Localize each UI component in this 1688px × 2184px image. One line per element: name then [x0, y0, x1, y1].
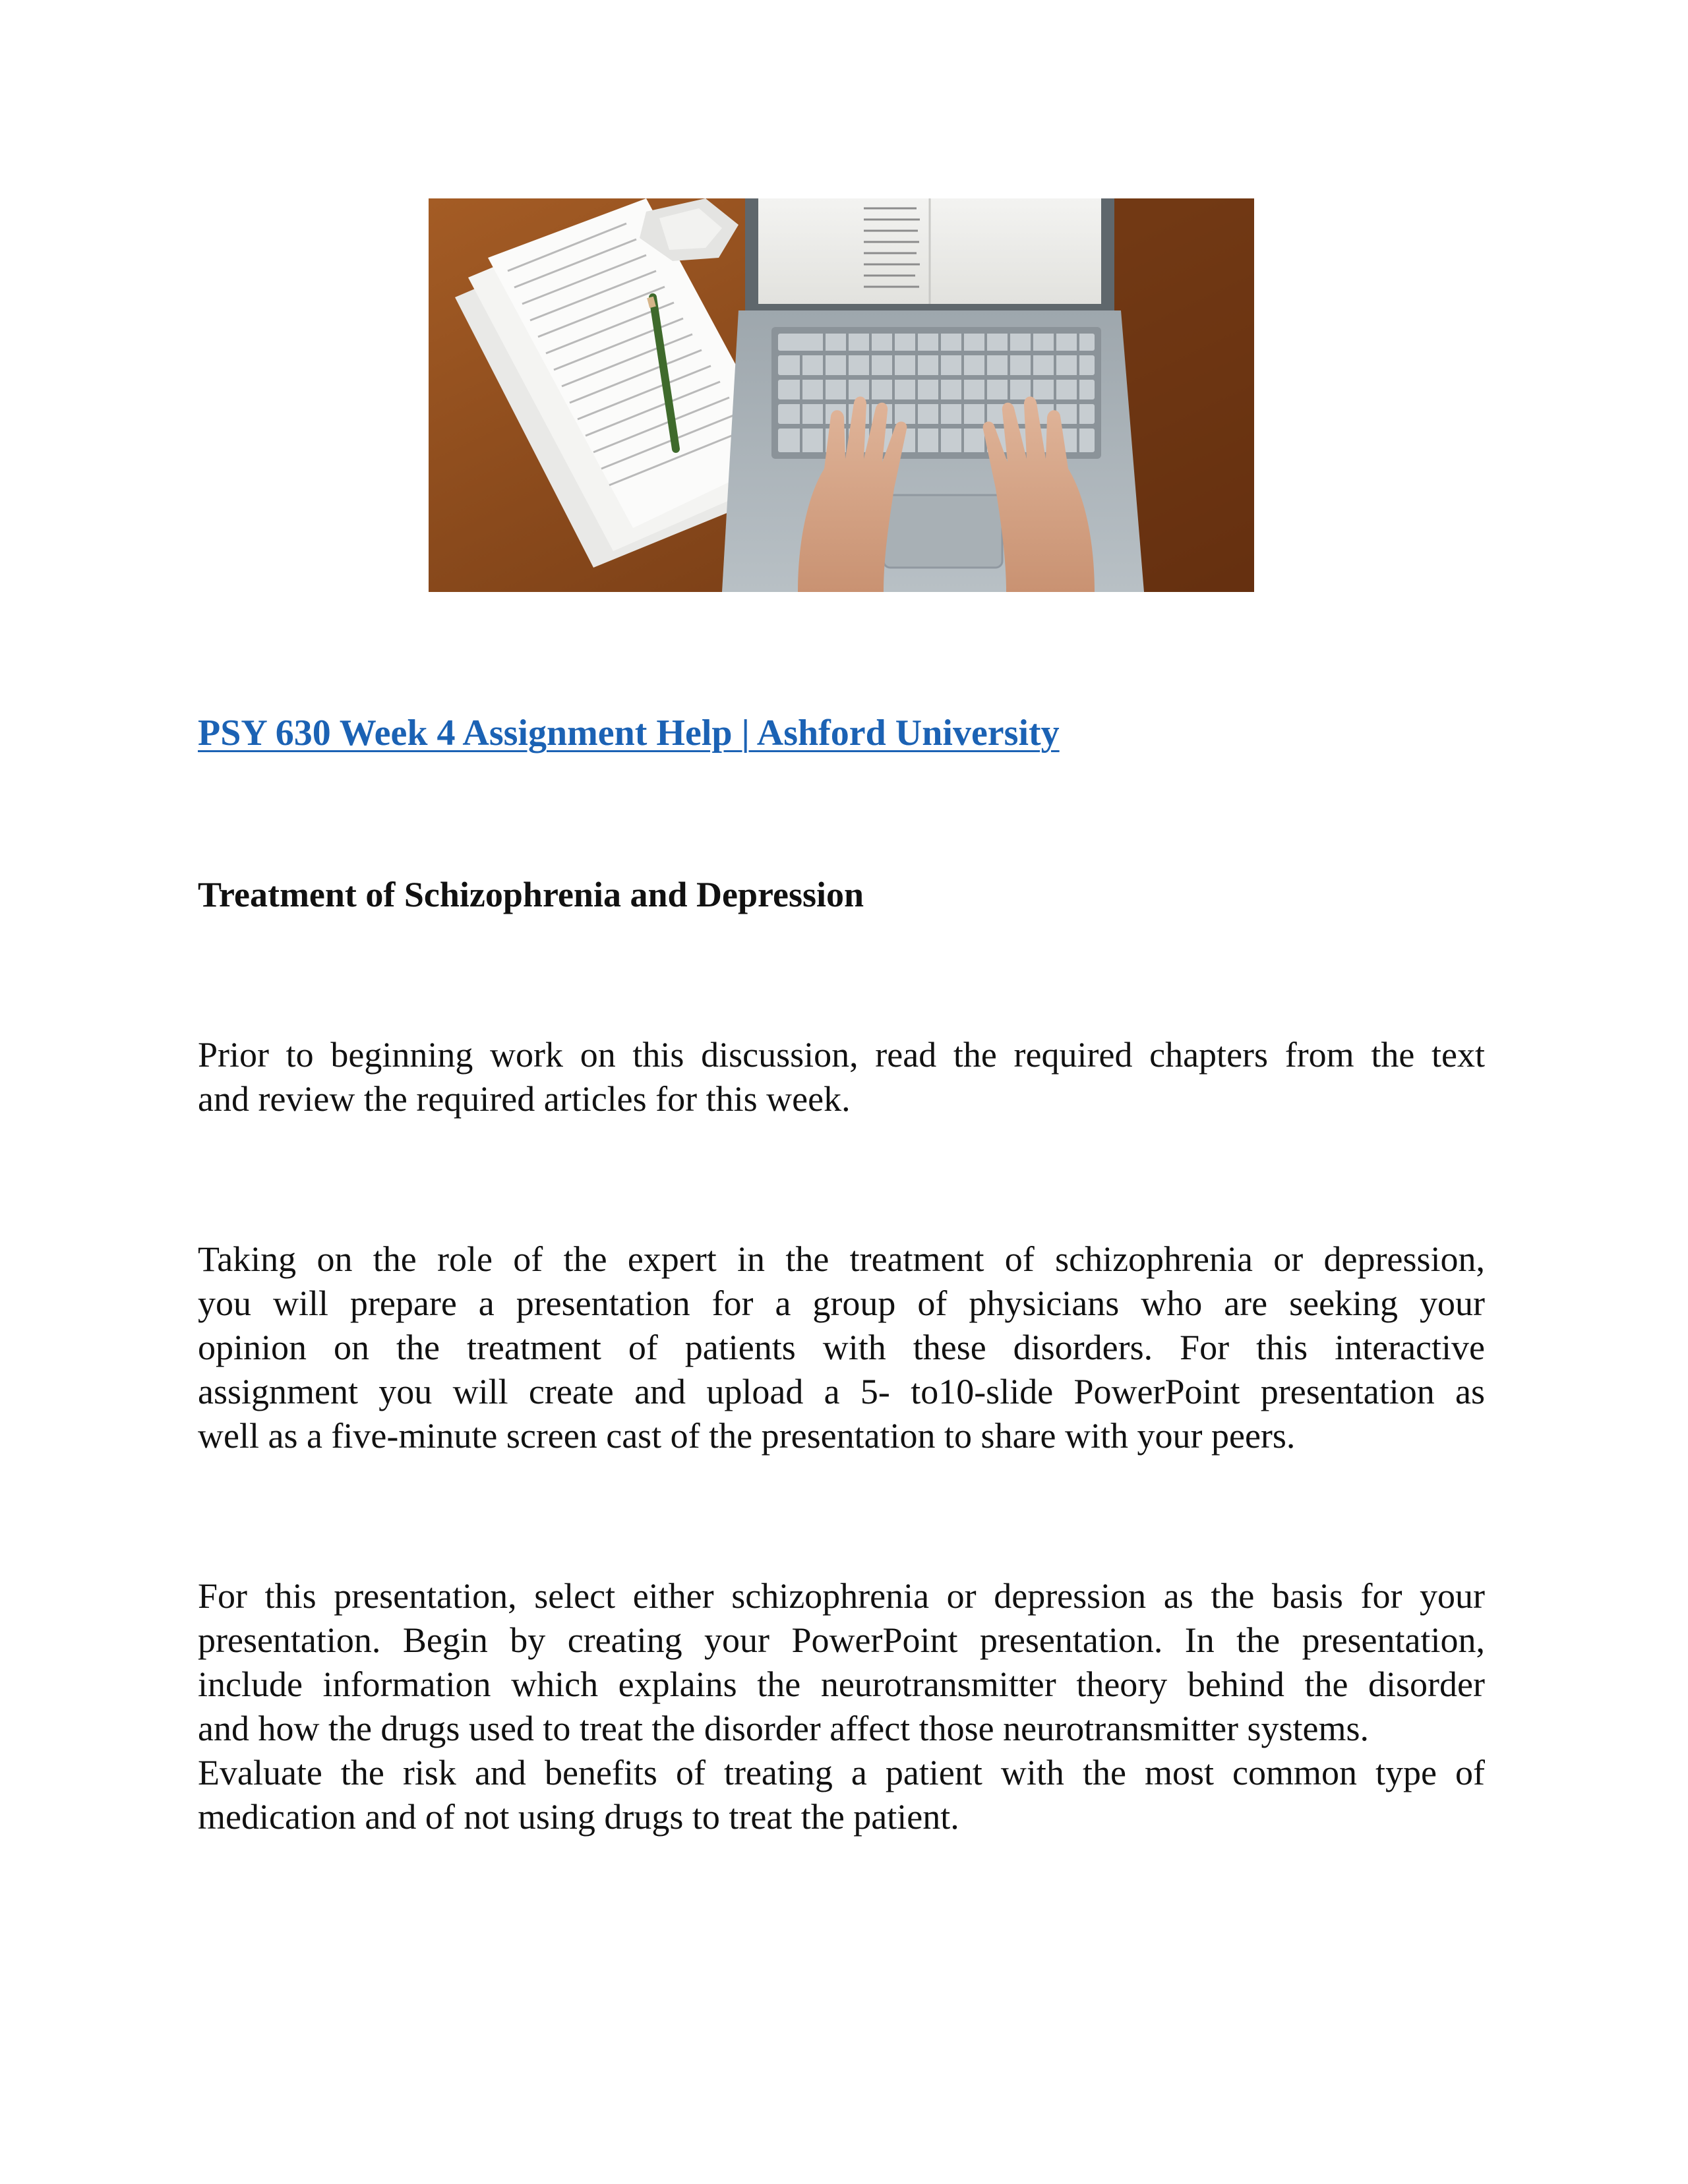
role-paragraph — [198, 1237, 1485, 1458]
laptop-typing-photo-icon — [429, 198, 1254, 592]
paragraph-line: and how the drugs used to treat the disorder affect those neurotransmitter systems. — [198, 1709, 1370, 1748]
paragraph-line: and review the required articles for this week. — [198, 1079, 851, 1119]
presentation-paragraph — [198, 1574, 1485, 1839]
paragraph-line: you will prepare a presentation for a group of physicians who are seeking your — [198, 1284, 1485, 1323]
paragraph-line: include information which explains the neurotransmitter theory behind the disorder — [198, 1665, 1485, 1704]
assignment-help-link[interactable]: PSY 630 Week 4 Assignment Help | Ashford University — [198, 713, 1060, 753]
paragraph-line: opinion on the treatment of patients with these disorders. For this interactive — [198, 1328, 1485, 1367]
paragraph-line: For this presentation, select either schizophrenia or depression as the basis for your — [198, 1576, 1485, 1616]
paragraph-line: Evaluate the risk and benefits of treating a patient with the most common type of — [198, 1753, 1485, 1792]
paragraph-line: Taking on the role of the expert in the treatment of schizophrenia or depression, — [198, 1239, 1485, 1279]
laptop-typing-photo — [429, 198, 1254, 592]
paragraph-line: presentation. Begin by creating your PowerPoint presentation. In the presentation, — [198, 1620, 1485, 1660]
paragraph-line: Prior to beginning work on this discussion, read the required chapters from the text — [198, 1035, 1485, 1075]
paragraph-line: assignment you will create and upload a 5- to10-slide PowerPoint presentation as — [198, 1372, 1485, 1411]
paragraph-line: well as a five-minute screen cast of the presentation to share with your peers. — [198, 1416, 1296, 1456]
intro-paragraph — [198, 1033, 1485, 1121]
paragraph-line: medication and of not using drugs to treat the patient. — [198, 1797, 959, 1837]
document-heading: Treatment of Schizophrenia and Depression — [198, 875, 864, 914]
